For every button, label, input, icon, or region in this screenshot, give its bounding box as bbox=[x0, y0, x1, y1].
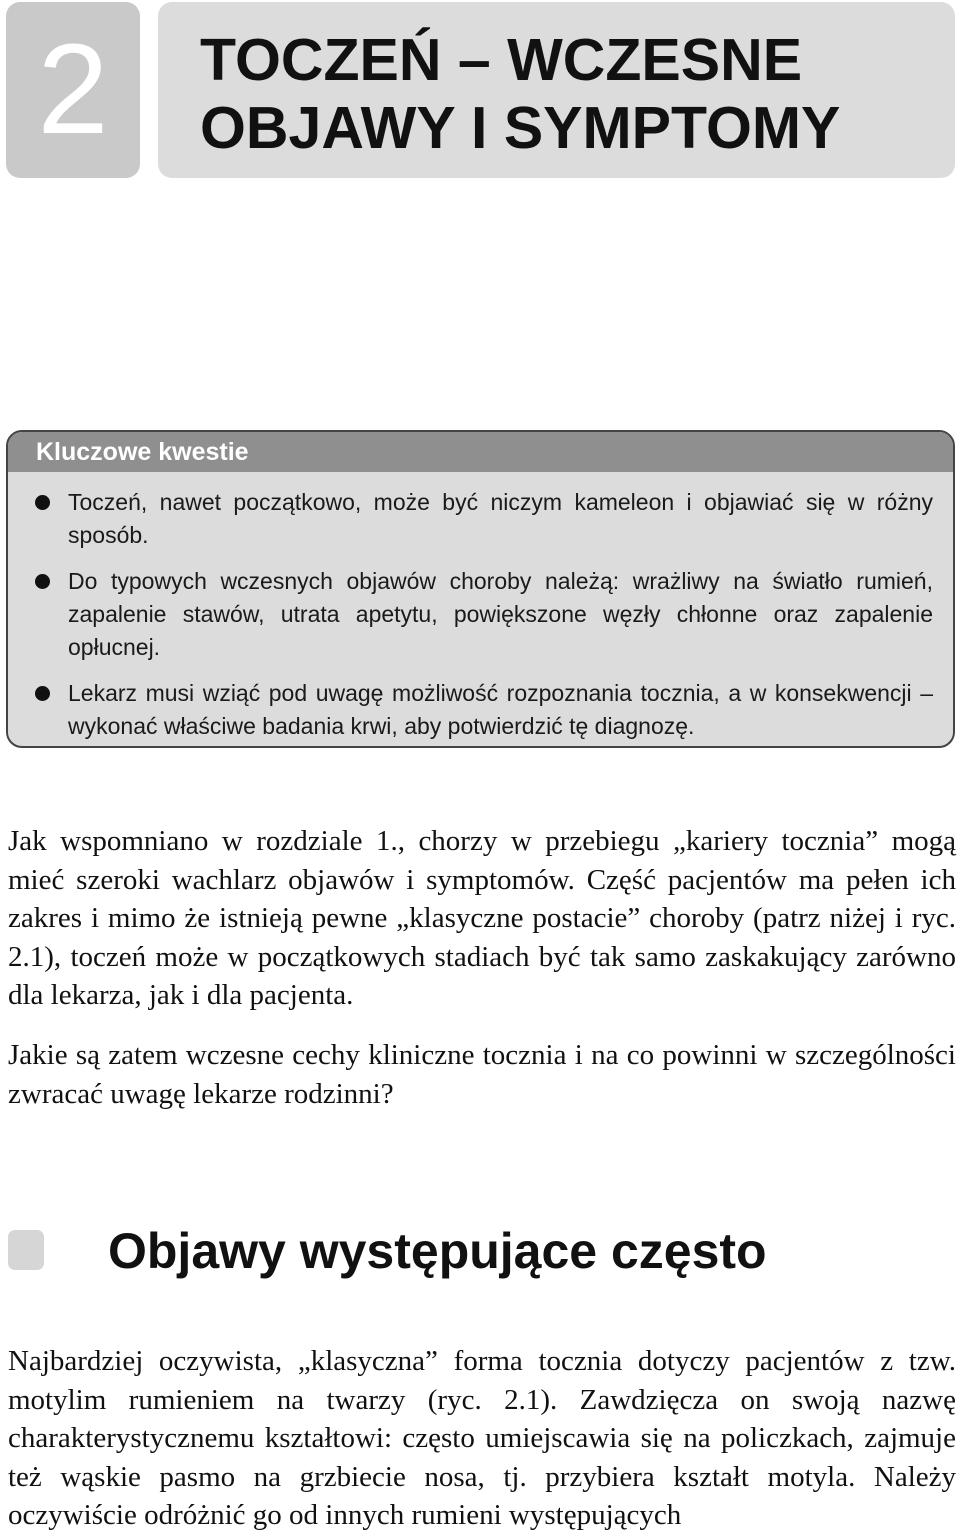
bullet-icon bbox=[35, 686, 50, 701]
body-paragraph-butterfly-rash: Najbardziej oczywista, „klasyczna” forma tocznia dotyczy pacjentów z tzw. motylim rumieniem na twarzy (ryc. 2.1). Zawdzięcza on swoją nazwę charakterystycznemu kształtowi: często umiejscawia się na policzkach, zajmuje też wąskie pasmo na grzbiecie nosa, tj. przybiera kształt motyla. Należy oczywiście odróżnić go od innych rumieni występujących bbox=[8, 1345, 956, 1531]
body-paragraph-intro: Jak wspomniano w rozdziale 1., chorzy w przebiegu „kariery tocznia” mogą mieć szeroki wachlarz objawów i symptomów. Część pacjentów ma pełen ich zakres i mimo że istnieją pewne „klasyczne postacie” choroby (patrz niżej i ryc. 2.1), toczeń może w początkowych stadiach być tak samo zaskakujący zarówno dla lekarza, jak i dla pacjenta. bbox=[8, 825, 956, 1011]
key-point-item bbox=[8, 677, 933, 743]
chapter-title bbox=[200, 26, 840, 162]
bullet-icon bbox=[35, 574, 50, 589]
body-paragraph-question: Jakie są zatem wczesne cechy kliniczne tocznia i na co powinni w szczególności zwracać uwagę lekarze rodzinni? bbox=[8, 1039, 956, 1110]
key-point-text: Lekarz musi wziąć pod uwagę możliwość rozpoznania tocznia, a w konsekwencji – wykonać właściwe badania krwi, aby potwierdzić tę diagnozę. bbox=[68, 680, 933, 739]
key-point-text: Toczeń, nawet początkowo, może być niczym kameleon i objawiać się w różny sposób. bbox=[68, 489, 933, 548]
key-points-heading: Kluczowe kwestie bbox=[8, 432, 953, 472]
chapter-title-line-1: TOCZEŃ – WCZESNE bbox=[200, 27, 803, 93]
section-heading: Objawy występujące często bbox=[108, 1223, 767, 1279]
key-point-item bbox=[8, 565, 933, 664]
chapter-title-box bbox=[158, 2, 955, 178]
section-marker-square bbox=[8, 1230, 44, 1270]
key-point-item bbox=[8, 486, 933, 552]
bullet-icon bbox=[35, 495, 50, 510]
key-points-box bbox=[6, 430, 955, 748]
chapter-number: 2 bbox=[6, 2, 140, 178]
chapter-title-line-2: OBJAWY I SYMPTOMY bbox=[200, 95, 841, 161]
key-point-text: Do typowych wczesnych objawów choroby należą: wrażliwy na światło rumień, zapalenie stawów, utrata apetytu, powiększone węzły chłonne oraz zapalenie opłucnej. bbox=[68, 568, 933, 660]
key-points-list bbox=[8, 472, 953, 743]
